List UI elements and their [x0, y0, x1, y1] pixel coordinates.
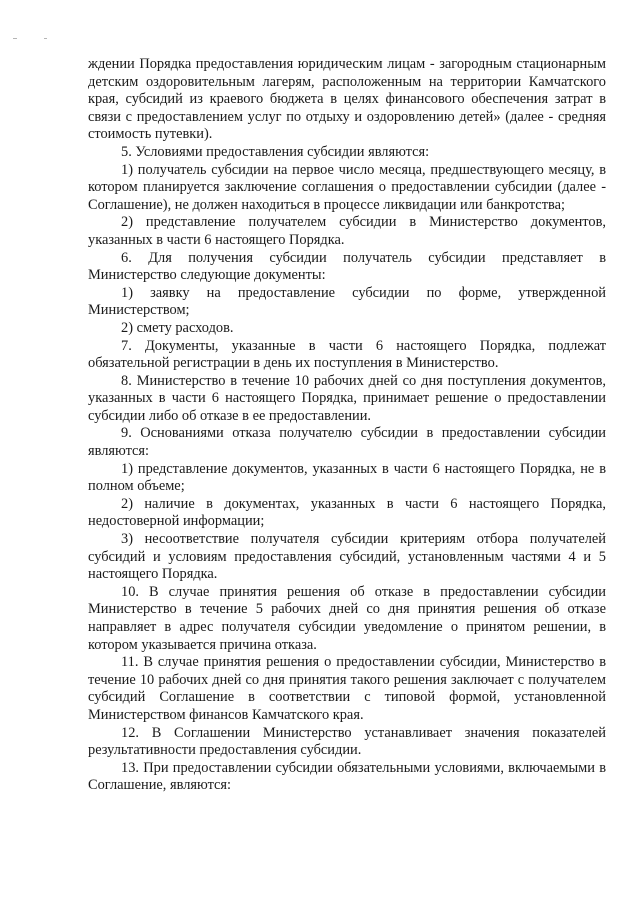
- paragraph: 2) наличие в документах, указанных в части 6 настоящего Порядка, недостоверной информации;: [88, 495, 606, 530]
- scan-speck: [13, 38, 17, 39]
- paragraph: ждении Порядка предоставления юридическим лицам - загородным стационарным детским оздоровительным лагерям, расположенным на территории Камчатского края, субсидий из краевого бюджета в целях финансового обеспечения затрат в связи с предоставлением услуг по отдыху и оздоровлению детей» (далее - средняя стоимость путевки).: [88, 56, 606, 143]
- paragraph: 1) заявку на предоставление субсидии по форме, утвержденной Министерством;: [88, 284, 606, 319]
- document-body: [88, 56, 606, 795]
- paragraph: 12. В Соглашении Министерство устанавливает значения показателей результативности предоставления субсидии.: [88, 724, 606, 759]
- paragraph: 2) смету расходов.: [121, 319, 234, 336]
- paragraph: 8. Министерство в течение 10 рабочих дней со дня поступления документов, указанных в части 6 настоящего Порядка, принимает решение о предоставлении субсидии либо об отказе в ее предоставлении.: [88, 372, 606, 424]
- paragraph: 1) представление документов, указанных в части 6 настоящего Порядка, не в полном объеме;: [88, 460, 606, 495]
- paragraph: 10. В случае принятия решения об отказе в предоставлении субсидии Министерство в течение 5 рабочих дней со дня принятия решения об отказе направляет в адрес получателя субсидии уведомление о принятом решении, в котором указывается причина отказа.: [88, 583, 606, 653]
- paragraph: 7. Документы, указанные в части 6 настоящего Порядка, подлежат обязательной регистрации в день их поступления в Министерство.: [88, 337, 606, 372]
- paragraph: 13. При предоставлении субсидии обязательными условиями, включаемыми в Соглашение, являются:: [88, 759, 606, 794]
- paragraph: 3) несоответствие получателя субсидии критериям отбора получателей субсидий и условиям предоставления субсидий, установленным частями 4 и 5 настоящего Порядка.: [88, 531, 606, 583]
- paragraph: 1) получатель субсидии на первое число месяца, предшествующего месяцу, в котором планируется заключение соглашения о предоставлении субсидии (далее - Соглашение), не должен находиться в процессе ликвидации или банкротства;: [88, 161, 606, 213]
- scan-speck: [44, 38, 47, 39]
- paragraph: 2) представление получателем субсидии в Министерство документов, указанных в части 6 настоящего Порядка.: [88, 214, 606, 248]
- paragraph: 5. Условиями предоставления субсидии являются:: [121, 143, 430, 160]
- paragraph: 11. В случае принятия решения о предоставлении субсидии, Министерство в течение 10 рабочих дней со дня принятия такого решения заключает с получателем субсидий Соглашение в соответствии с типовой формой, установленной Министерством финансов Камчатского края.: [88, 654, 606, 723]
- paragraph: 6. Для получения субсидии получатель субсидии представляет в Министерство следующие документы:: [88, 249, 606, 284]
- paragraph: 9. Основаниями отказа получателю субсидии в предоставлении субсидии являются:: [88, 425, 606, 460]
